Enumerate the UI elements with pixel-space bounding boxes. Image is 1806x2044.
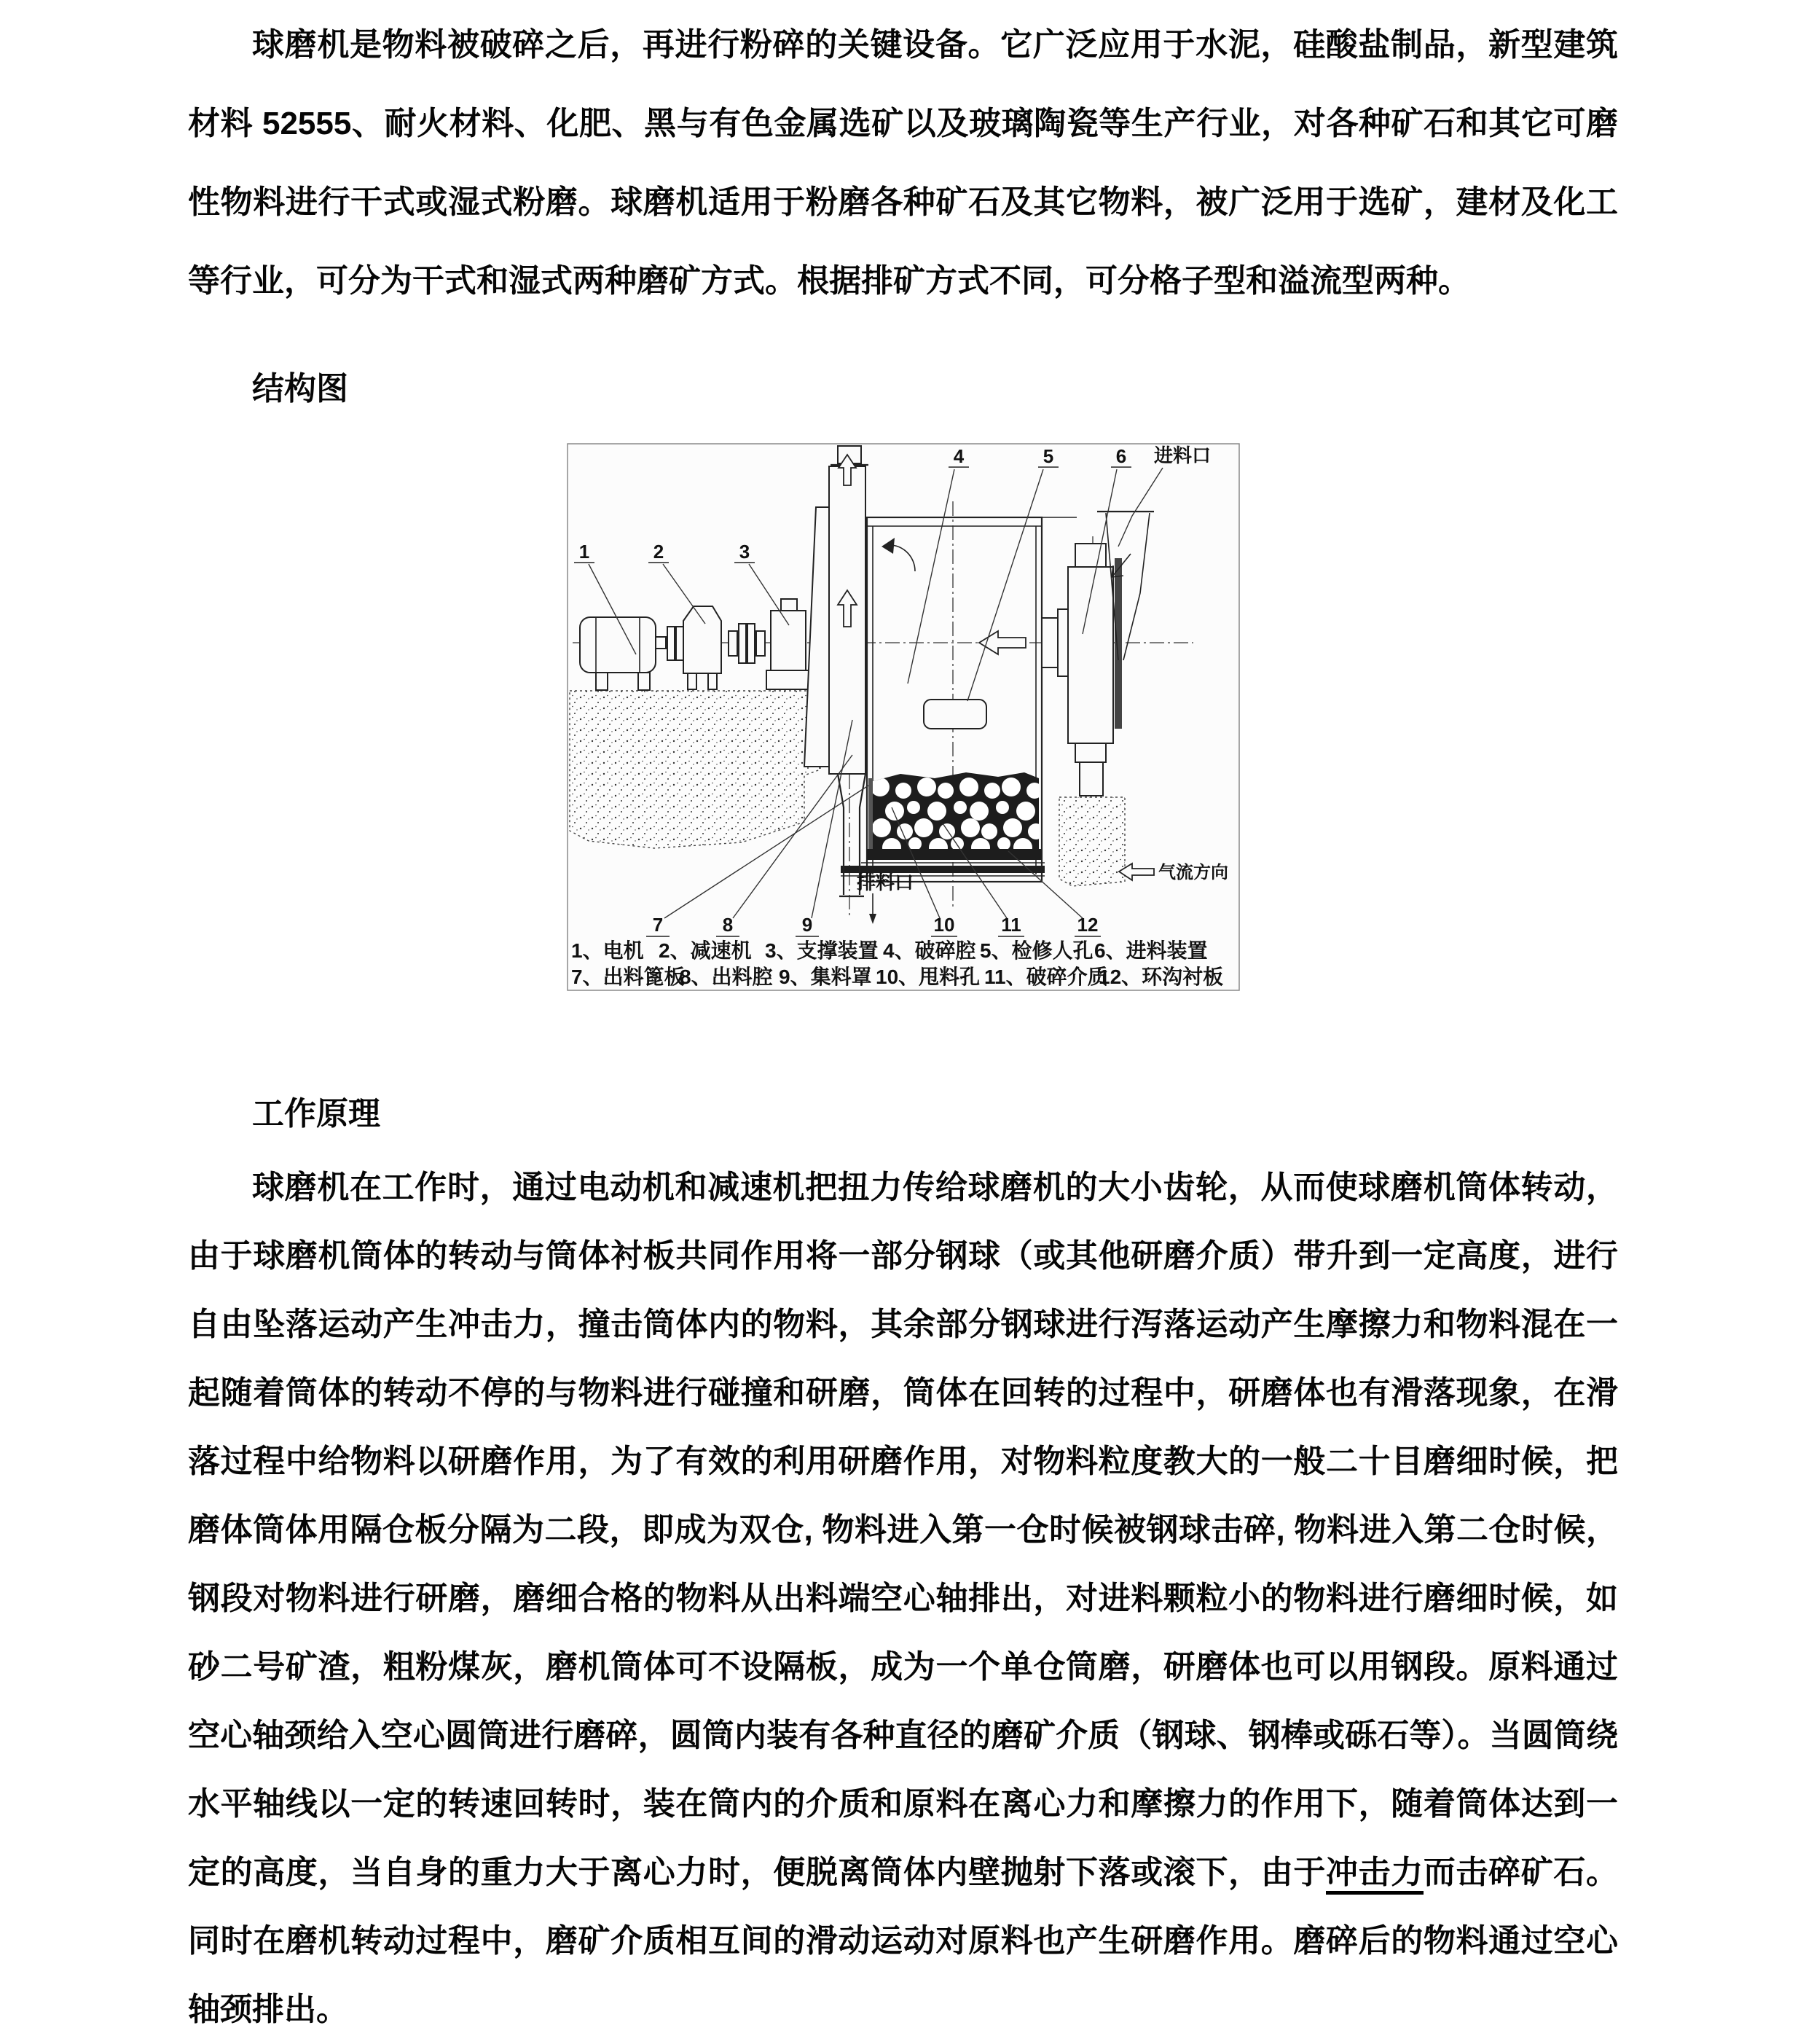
coupling-discs <box>667 627 683 660</box>
callout-3: 3 <box>739 541 750 563</box>
airflow-label: 气流方向 <box>1158 863 1228 882</box>
callout-8: 8 <box>722 914 733 936</box>
support-bearing <box>766 599 809 689</box>
callout-6: 6 <box>1115 445 1126 467</box>
outlet-trunnion <box>1042 609 1069 676</box>
collection-hood <box>829 446 868 774</box>
callout-12: 12 <box>1077 914 1098 936</box>
diagram-canvas <box>567 443 1240 991</box>
legend-item-10: 10、甩料孔 <box>875 966 980 988</box>
callout-2: 2 <box>653 541 664 563</box>
legend-item-3: 3、支撑装置 <box>764 939 879 962</box>
callout-1: 1 <box>578 541 589 563</box>
principle-text-part1: 球磨机在工作时，通过电动机和减速机把扭力传给球磨机的大小齿轮，从而使球磨机筒体转动，由于球磨机筒体的转动与筒体衬板共同作用将一部分钢球（或其他研磨介质）带升到一定高度，进行自由坠落运动产生冲击力，撞击筒体内的物料，其余部分钢球进行泻落运动产生摩擦力和物料混在一起随着筒体的转动不停的与物料进行碰撞和研磨，筒体在回转的过程中，研磨体也有滑落现象，在滑落过程中给物料以研磨作用，为了有效的利用研磨作用，对物料粒度教大的一般二十目磨细时候，把磨体筒体用隔仓板分隔为二段，即成为双仓, 物料进入第一仓时候被钢球击碎, 物料进入第二仓时候，钢段对物料进行研磨，磨细合格的物料从出料端空心轴排出，对进料颗粒小的物料进行磨细时候，如砂二号矿渣，粗粉煤灰，磨机筒体可不设隔板，成为一个单仓筒磨，研磨体也可以用钢段。原料通过空心轴颈给入空心圆筒进行磨碎，圆筒内装有各种直径的磨矿介质（钢球、钢棒或砾石等）。当圆筒绕水平轴线以一定的转速回转时，装在筒内的介质和原料在离心力和摩擦力的作用下，随着筒体达到一定的高度，当自身的重力大于离心力时，便脱离筒体内壁抛射下落或滚下，由于 <box>188 1170 1618 1890</box>
callout-4: 4 <box>953 445 964 467</box>
legend-item-7: 7、出料篦板 <box>570 966 685 988</box>
legend-item-5: 5、检修人孔 <box>979 939 1094 962</box>
intro-paragraph: 球磨机是物料被破碎之后，再进行粉碎的关键设备。它广泛应用于水泥，硅酸盐制品，新型建筑材料 52555、耐火材料、化肥、黑与有色金属选矿以及玻璃陶瓷等生产行业，对各种矿石和其它可磨性物料进行干式或湿式粉磨。球磨机适用于粉磨各种矿石及其它物料，被广泛用于选矿，建材及化工等行业，可分为干式和湿式两种磨矿方式。根据排矿方式不同，可分格子型和溢流型两种。 <box>188 27 1618 299</box>
callout-11: 11 <box>1000 914 1021 936</box>
principle-text-part2: 而击碎矿石。同时在磨机转动过程中，磨矿介质相互间的滑动运动对原料也产生研磨作用。磨碎后的物料通过空心轴颈排出。 <box>188 1855 1619 2027</box>
structure-heading: 结构图 <box>252 371 348 407</box>
legend-item-6: 6、进料装置 <box>1094 939 1208 962</box>
legend-item-11: 11、破碎介质 <box>984 966 1108 988</box>
principle-heading: 工作原理 <box>252 1096 380 1132</box>
foundation-left <box>570 691 820 848</box>
underlined-term: 冲击力 <box>1326 1855 1424 1895</box>
legend-item-4: 4、破碎腔 <box>882 939 976 962</box>
callout-5: 5 <box>1043 445 1053 467</box>
feed-inlet-label: 进料口 <box>1153 445 1211 466</box>
foundation-right <box>1059 797 1125 886</box>
callout-10: 10 <box>933 914 954 936</box>
legend-item-1: 1、电机 <box>570 939 644 962</box>
callout-7: 7 <box>652 914 663 936</box>
feeder-plate <box>1115 558 1122 729</box>
discharge-grate <box>868 778 873 860</box>
legend-item-2: 2、减速机 <box>658 939 752 962</box>
legend-item-12: 12、环沟衬板 <box>1098 966 1223 988</box>
ball-mill-structure-diagram <box>567 443 1240 991</box>
discharge-outlet-label: 排料口 <box>856 872 914 893</box>
legend-item-8: 8、出料腔 <box>679 966 773 988</box>
legend-item-9: 9、集料罩 <box>778 966 872 988</box>
callout-9: 9 <box>801 914 812 936</box>
manhole <box>924 700 986 729</box>
principle-paragraph <box>188 1154 1618 2044</box>
